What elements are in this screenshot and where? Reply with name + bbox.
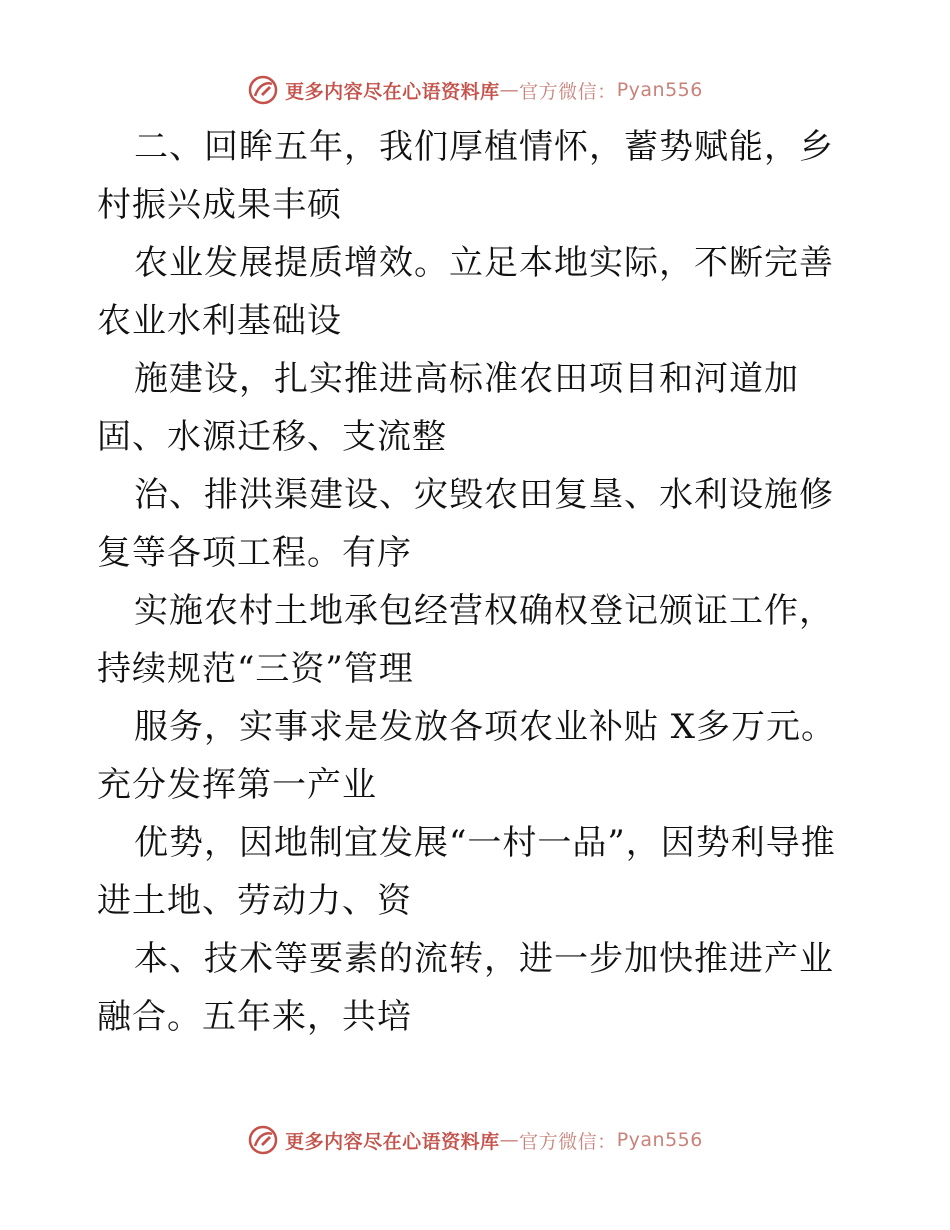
body-paragraph: 服务，实事求是发放各项农业补贴 X多万元。充分发挥第一产业 <box>97 707 837 805</box>
watermark-brand-text: 更多内容尽在心语资料库 <box>285 1130 500 1153</box>
body-paragraph: 治、排洪渠建设、灾毁农田复垦、水利设施修复等各项工程。有序 <box>97 475 834 573</box>
watermark-separator: — <box>499 79 520 101</box>
body-paragraph: 施建设，扎实推进高标准农田项目和河道加固、水源迁移、支流整 <box>97 359 799 457</box>
watermark-separator: — <box>499 1129 520 1151</box>
body-paragraph: 二、回眸五年，我们厚植情怀，蓄势赋能，乡村振兴成果丰硕 <box>97 127 834 225</box>
body-paragraph: 优势，因地制宜发展“一村一品”，因势利导推进土地、劳动力、资 <box>97 823 836 921</box>
watermark-official-text: 官方微信： <box>519 80 617 103</box>
body-paragraph: 农业发展提质增效。立足本地实际，不断完善农业水利基础设 <box>97 243 834 341</box>
document-body <box>97 118 857 1046</box>
body-paragraph: 本、技术等要素的流转，进一步加快推进产业融合。五年来，共培 <box>97 939 834 1037</box>
watermark-wechat-id: Pyan556 <box>616 79 703 101</box>
watermark-official-text: 官方微信： <box>519 1130 617 1153</box>
pen-swirl-logo-icon <box>247 1124 279 1156</box>
watermark-brand-text: 更多内容尽在心语资料库 <box>285 80 500 103</box>
body-paragraph: 实施农村土地承包经营权确权登记颁证工作，持续规范“三资”管理 <box>97 591 834 689</box>
pen-swirl-logo-icon <box>247 74 279 106</box>
header-watermark <box>0 70 950 110</box>
watermark-wechat-id: Pyan556 <box>616 1129 703 1151</box>
footer-watermark <box>0 1120 950 1160</box>
